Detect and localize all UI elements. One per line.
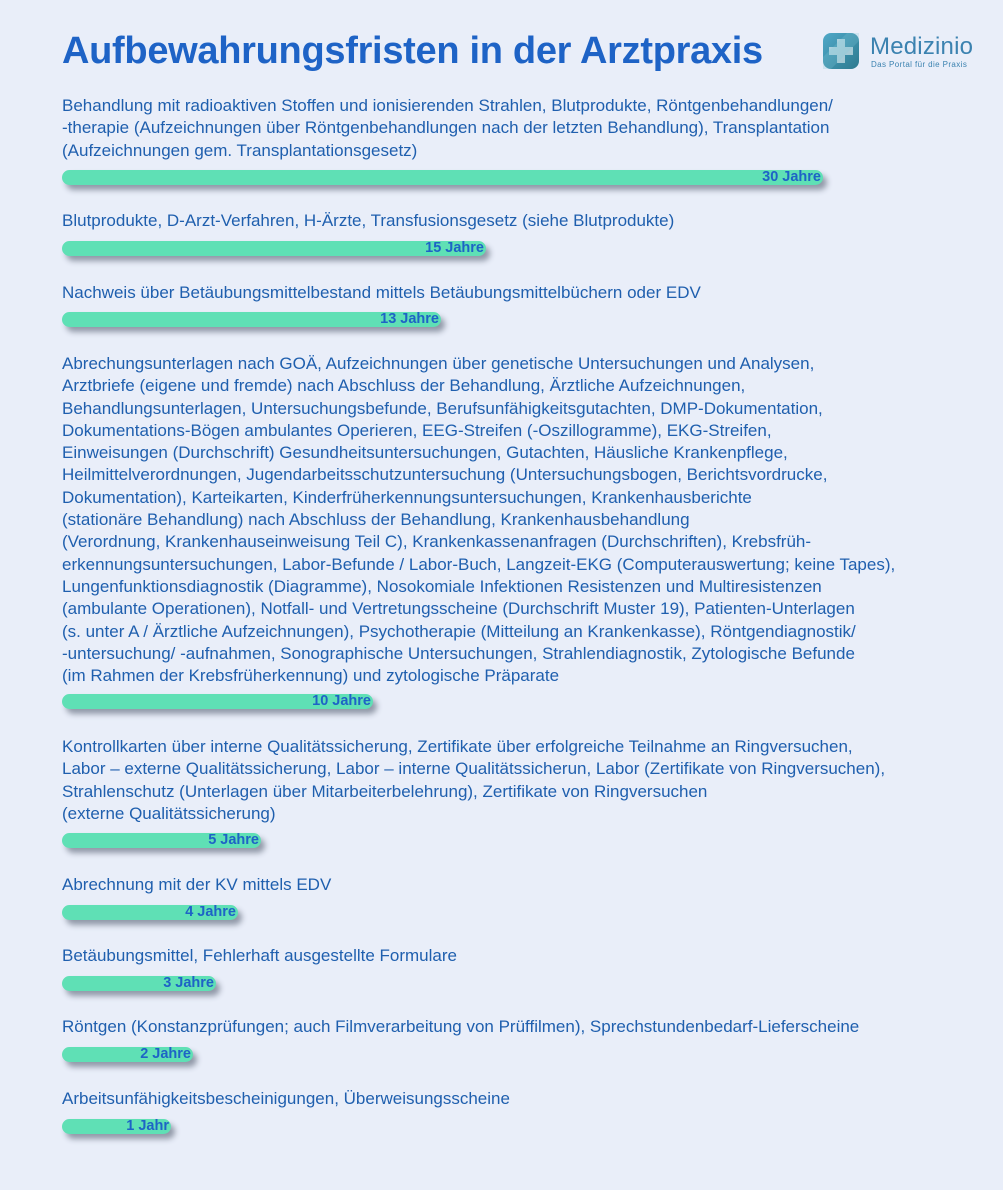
category-label: Betäubungsmittel, Fehlerhaft ausgestellte Formulare [62,946,457,965]
logo-tagline: Das Portal für die Praxis [871,60,968,69]
bar-value-label: 15 Jahre [425,240,484,256]
retention-bar [62,1047,193,1062]
retention-entry [62,736,962,848]
retention-entry [62,1088,962,1134]
retention-bar [62,694,373,709]
bar-value-label: 30 Jahre [762,169,821,185]
retention-entry [62,210,962,256]
bar-value-label: 5 Jahre [208,832,259,848]
retention-entry [62,1016,962,1062]
page-title: Aufbewahrungsfristen in der Arztpraxis [62,30,763,72]
category-label: Blutprodukte, D-Arzt-Verfahren, H-Ärzte, Transfusionsgesetz (siehe Blutprodukte) [62,211,675,230]
retention-entry [62,945,962,991]
bar-value-label: 10 Jahre [312,693,371,709]
retention-bar [62,241,486,256]
retention-bar [62,976,216,991]
retention-bar [62,170,823,185]
retention-bar [62,905,238,920]
category-label: Abrechungsunterlagen nach GOÄ, Aufzeichnungen über genetische Untersuchungen und Analysen, Arztbriefe (eigene und fremde) nach Abschluss der Behandlung, Ärztliche Aufzeichnungen, Behandlungsunterlagen, Untersuchungsbefunde, Berufsunfähigkeitsgutachten, DMP-Dokumentation, Dokumentations-Bögen ambulantes Operieren, EEG-Streifen (-Oszillogramme), EKG-Streifen, Einweisungen (Durchschrift) Gesundheitsuntersuchungen, Gutachten, Häusliche Krankenpflege, Heilmittelverordnungen, Jugendarbeitsschutzuntersuchung (Untersuchungsbogen, Berichtsvordrucke, Dokumentation), Karteikarten, Kinderfrüherkennungsuntersuchungen, Krankenhausberichte (stationäre Behandlung) nach Abschluss der Behandlung, Krankenhausbehandlung (Verordnung, Krankenhauseinweisung Teil C), Krankenkassenanfragen (Durchschriften), Krebsfrüh- erkennungsuntersuchungen, Labor-Befunde / Labor-Buch, Langzeit-EKG (Computerauswertung; keine Tapes), Lungenfunktionsdiagnostik (Diagramme), Nosokomiale Infektionen Resistenzen und Multiresistenzen (ambulante Operationen), Notfall- und Vertretungsscheine (Durchschrift Muster 19), Patienten-Unterlagen (s. unter A / Ärztliche Aufzeichnungen), Psychotherapie (Mitteilung an Krankenkasse), Röntgendiagnostik/ -untersuchung/ -aufnahmen, Sonographische Untersuchungen, Strahlendiagnostik, Zytologische Befunde (im Rahmen der Krebsfrüherkennung) und zytologische Präparate [62,354,896,686]
retention-entry [62,874,962,920]
retention-entry [62,95,962,185]
retention-bar [62,833,261,848]
brand-logo [822,32,982,72]
category-label: Kontrollkarten über interne Qualitätssicherung, Zertifikate über erfolgreiche Teilnahme an Ringversuchen, Labor – externe Qualitätssicherung, Labor – interne Qualitätssicherun, Labor (Zertifikate von Ringversuchen), Strahlenschutz (Unterlagen über Mitarbeiterbelehrung), Zertifikate von Ringversuchen (externe Qualitätssicherung) [62,737,886,823]
category-label: Behandlung mit radioaktiven Stoffen und ionisierenden Strahlen, Blutprodukte, Röntgenbehandlungen/ -therapie (Aufzeichnungen über Röntgenbehandlungen nach der letzten Behandlung), Transplantation (Aufzeichnungen gem. Transplantationsgesetz) [62,96,833,160]
bar-value-label: 1 Jahr [126,1118,169,1134]
category-label: Arbeitsunfähigkeitsbescheinigungen, Überweisungsscheine [62,1089,510,1108]
retention-entry [62,282,962,327]
retention-bar [62,1119,171,1134]
logo-name: Medizinio [870,33,974,60]
category-label: Abrechnung mit der KV mittels EDV [62,875,332,894]
retention-entry [62,353,962,709]
bar-value-label: 13 Jahre [380,311,439,327]
category-label: Röntgen (Konstanzprüfungen; auch Filmverarbeitung von Prüffilmen), Sprechstundenbedarf-Lieferscheine [62,1017,860,1036]
category-label: Nachweis über Betäubungsmittelbestand mittels Betäubungsmittelbüchern oder EDV [62,283,701,302]
medical-cross-logo-icon [822,32,860,70]
bar-value-label: 2 Jahre [140,1046,191,1062]
bar-value-label: 4 Jahre [185,904,236,920]
bar-value-label: 3 Jahre [163,975,214,991]
retention-bar [62,312,441,327]
